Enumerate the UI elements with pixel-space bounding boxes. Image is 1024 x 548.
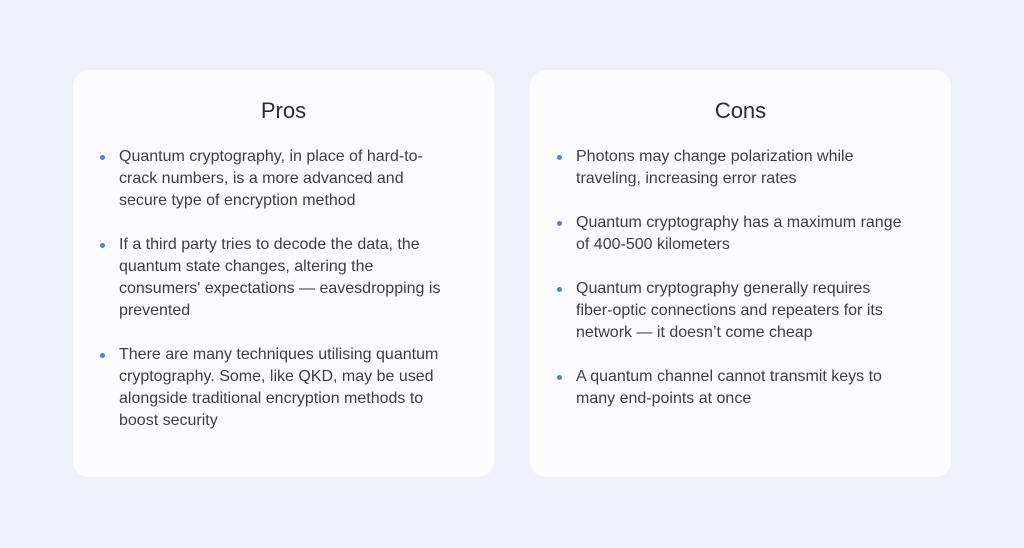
pros-title: Pros	[260, 98, 307, 123]
cons-list-item	[557, 366, 902, 410]
bullet-dot-icon	[100, 353, 105, 358]
cons-title: Cons	[714, 98, 767, 123]
bullet-dot-icon	[557, 155, 562, 160]
pros-list	[100, 146, 445, 454]
cons-list-item	[557, 278, 902, 344]
pros-list-item	[100, 234, 445, 322]
bullet-dot-icon	[557, 221, 562, 226]
cons-list-item	[557, 212, 902, 256]
cons-list-item	[557, 146, 902, 190]
cons-item-text: A quantum channel cannot transmit keys to many end-points at once	[576, 368, 882, 407]
bullet-dot-icon	[557, 287, 562, 292]
pros-item-text: Quantum cryptography, in place of hard-to-crack numbers, is a more advanced and secure type of encryption method	[119, 148, 423, 209]
cons-item-text: Photons may change polarization while traveling, increasing error rates	[576, 148, 854, 187]
cons-item-text: Quantum cryptography has a maximum range of 400-500 kilometers	[576, 214, 902, 253]
cons-item-text: Quantum cryptography generally requires fiber-optic connections and repeaters for its network — it doesn’t come cheap	[576, 280, 883, 341]
pros-item-text: There are many techniques utilising quantum cryptography. Some, like QKD, may be used alongside traditional encryption methods to boost security	[119, 346, 439, 429]
pros-card	[73, 70, 494, 477]
bullet-dot-icon	[100, 243, 105, 248]
bullet-dot-icon	[557, 375, 562, 380]
pros-item-text: If a third party tries to decode the data, the quantum state changes, altering the consumers' expectations — eavesdropping is prevented	[119, 236, 441, 319]
bullet-dot-icon	[100, 155, 105, 160]
pros-list-item	[100, 344, 445, 432]
cons-card	[530, 70, 951, 477]
pros-list-item	[100, 146, 445, 212]
cons-list	[557, 146, 902, 432]
